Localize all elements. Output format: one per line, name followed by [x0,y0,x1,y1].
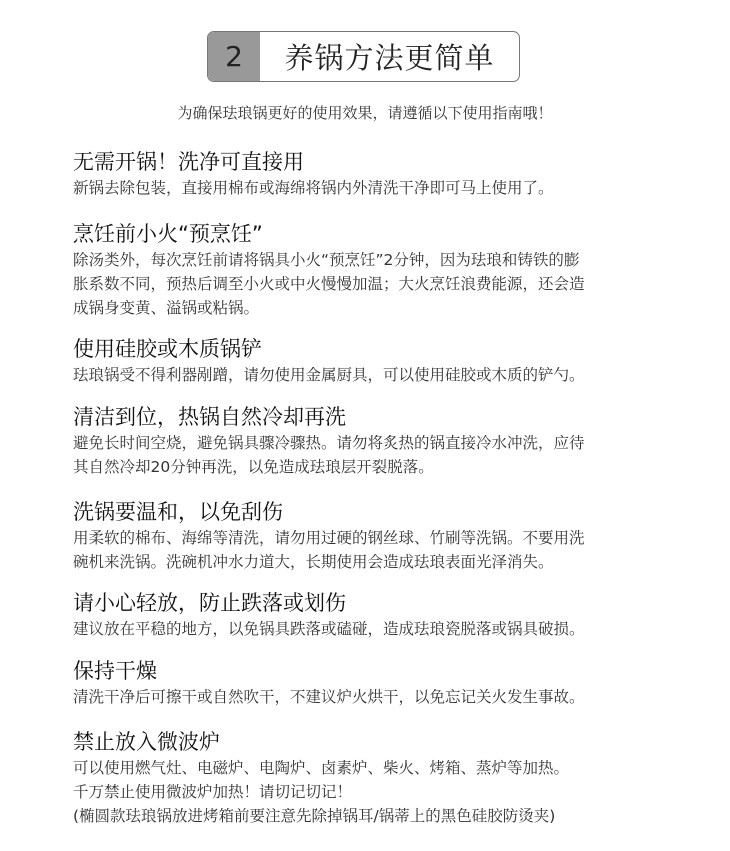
instruction-text: 千万禁止使用微波炉加热！请切记切记！ [73,783,353,801]
instruction-heading: 洗锅要温和，以免刮伤 [73,500,283,524]
instruction-text: 可以使用燃气灶、电磁炉、电陶炉、卤素炉、柴火、烤箱、蒸炉等加热。 [73,759,570,777]
instruction-text: 清洗干净后可擦干或自然吹干，不建议炉火烘干，以免忘记关火发生事故。 [73,688,585,706]
instruction-section [73,148,693,200]
instruction-text: 其自然冷却20分钟再洗，以免造成珐琅层开裂脱落。 [73,458,434,476]
instruction-text: (椭圆款珐琅锅放进烤箱前要注意先除掉锅耳/锅蒂上的黑色硅胶防烫夹) [73,807,556,825]
instruction-section [73,589,693,641]
instruction-section [73,728,693,828]
instruction-section [73,335,693,387]
instruction-heading: 请小心轻放，防止跌落或划伤 [73,591,346,615]
instruction-heading: 使用硅胶或木质锅铲 [73,337,262,361]
instruction-section [73,403,693,479]
instruction-section [73,657,693,709]
intro-text: 为确保珐琅锅更好的使用效果，请遵循以下使用指南哦！ [177,104,553,122]
instruction-text: 除汤类外，每次烹饪前请将锅具小火“预烹饪”2分钟，因为珐琅和铸铁的膨 [73,251,580,269]
instruction-text: 避免长时间空烧，避免锅具骤冷骤热。请勿将炙热的锅直接冷水冲洗，应待 [73,434,585,452]
instruction-text: 成锅身变黄、溢锅或粘锅。 [73,299,260,317]
instruction-heading: 无需开锅！洗净可直接用 [73,150,304,174]
instruction-text: 碗机来洗锅。洗碗机冲水力道大，长期使用会造成珐琅表面光泽消失。 [73,553,554,571]
instruction-text: 珐琅锅受不得利器剐蹭，请勿使用金属厨具，可以使用硅胶或木质的铲勺。 [73,366,585,384]
instruction-heading: 烹饪前小火“预烹饪” [73,222,263,246]
instruction-text: 建议放在平稳的地方，以免锅具跌落或磕碰，造成珐琅瓷脱落或锅具破损。 [73,620,585,638]
instruction-text: 胀系数不同，预热后调至小火或中火慢慢加温；大火烹饪浪费能源，还会造 [73,275,585,293]
instruction-heading: 清洁到位，热锅自然冷却再洗 [73,405,346,429]
instruction-text: 用柔软的棉布、海绵等清洗，请勿用过硬的钢丝球、竹刷等洗锅。不要用洗 [73,529,585,547]
section-header [207,31,520,82]
instruction-heading: 禁止放入微波炉 [73,730,220,754]
instruction-heading: 保持干燥 [73,659,157,683]
instruction-section [73,498,693,574]
instruction-section [73,220,693,320]
section-title: 养锅方法更简单 [284,41,495,75]
section-number: 2 [208,32,260,81]
instruction-text: 新锅去除包装，直接用棉布或海绵将锅内外清洗干净即可马上使用了。 [73,179,554,197]
